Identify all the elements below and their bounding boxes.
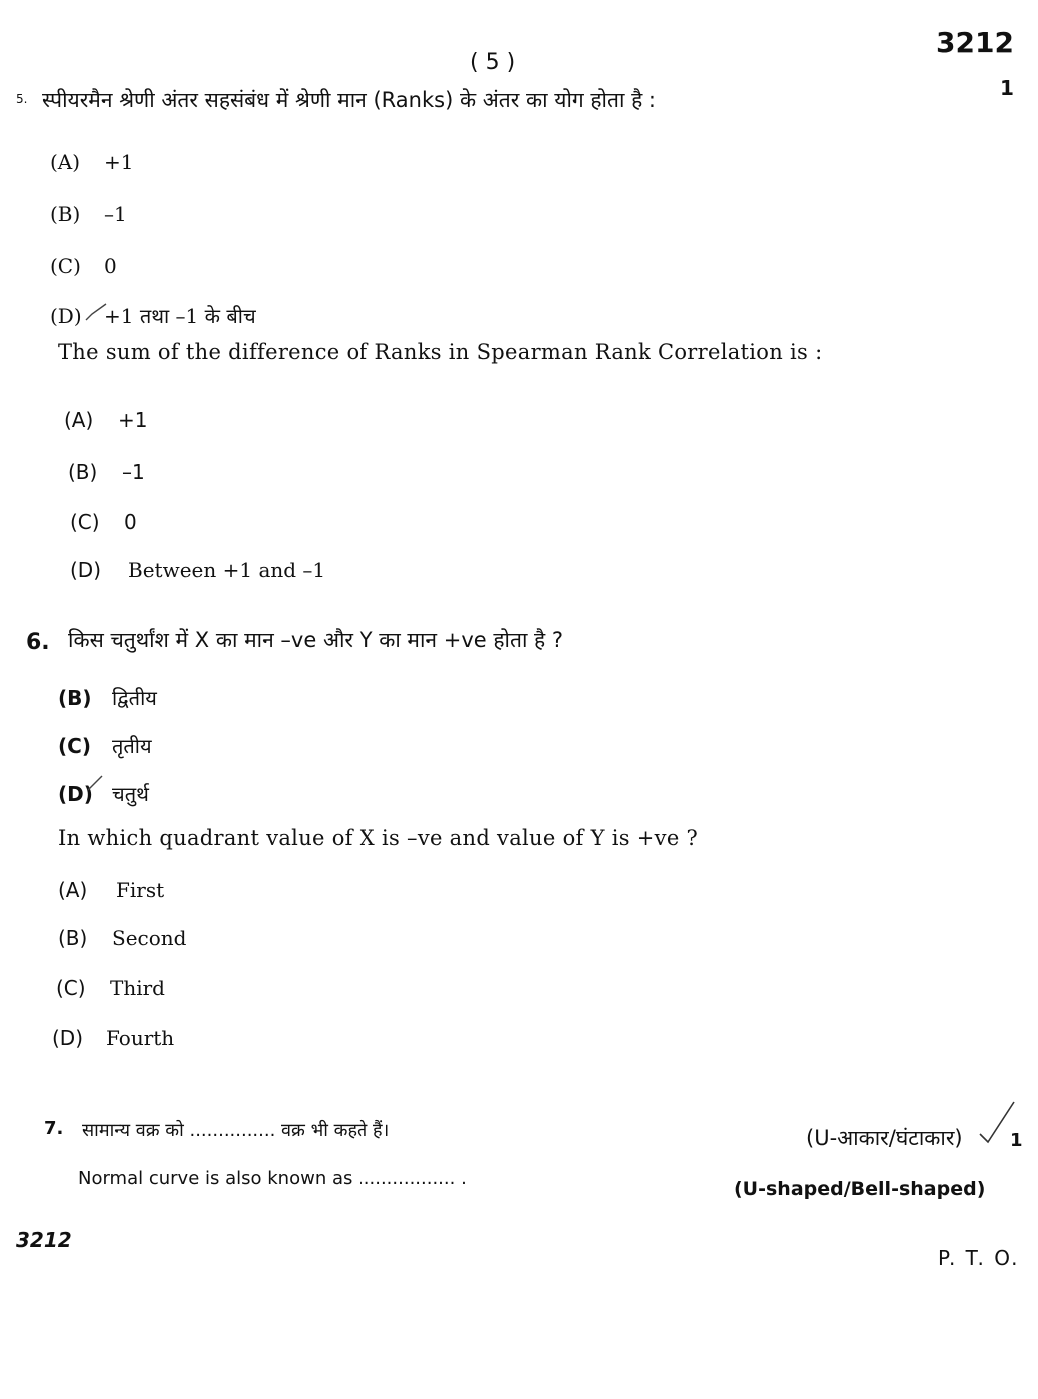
q7-hindi-text: सामान्य वक्र को ............... वक्र भी कहते हैं। <box>82 1120 390 1141</box>
q6-english-option-a: (A) First <box>58 878 165 902</box>
q6-number: 6. <box>26 630 50 655</box>
tick-mark-icon <box>978 1098 1018 1148</box>
paper-code-footer: 3212 <box>16 1228 72 1252</box>
q7-marks: 1 <box>1010 1130 1023 1151</box>
q5-english-option-b: (B) –1 <box>68 460 145 484</box>
q6-english-option-c: (C) Third <box>56 976 165 1000</box>
q5-english-option-c: (C) 0 <box>70 510 137 534</box>
q6-hindi-option-b: (B) द्वितीय <box>58 686 157 710</box>
q7-english-choices: (U-shaped/Bell-shaped) <box>734 1178 986 1200</box>
page-number: ( 5 ) <box>470 50 516 75</box>
q5-english-option-d: (D) Between +1 and –1 <box>70 558 326 582</box>
q5-hindi-option-d: (D) +1 तथा –1 के बीच <box>50 304 256 328</box>
q5-hindi-option-b: (B) –1 <box>50 202 127 226</box>
tick-mark-icon <box>84 300 110 324</box>
q7-number: 7. <box>44 1118 64 1139</box>
q5-english-option-a: (A) +1 <box>64 408 148 432</box>
q7-english-text: Normal curve is also known as ................. . <box>78 1168 467 1189</box>
q6-hindi-option-d: (D) चतुर्थ <box>58 782 149 806</box>
q5-hindi-option-c: (C) 0 <box>50 254 117 278</box>
q6-english-text: In which quadrant value of X is –ve and value of Y is +ve ? <box>58 826 699 850</box>
q6-english-option-d: (D) Fourth <box>52 1026 175 1050</box>
q6-english-option-b: (B) Second <box>58 926 187 950</box>
paper-code-header: 3212 <box>936 26 1014 59</box>
q5-hindi-option-a: (A) +1 <box>50 150 134 174</box>
tick-mark-icon <box>86 774 106 796</box>
q5-hindi-text: स्पीयरमैन श्रेणी अंतर सहसंबंध में श्रेणी मान (Ranks) के अंतर का योग होता है : <box>42 88 656 112</box>
q5-english-text: The sum of the difference of Ranks in Spearman Rank Correlation is : <box>58 340 823 364</box>
page-turn-over: P. T. O. <box>938 1246 1020 1270</box>
q7-hindi-choices: (U-आकार/घंटाकार) <box>806 1126 963 1150</box>
q5-marks: 1 <box>1000 76 1014 100</box>
q6-hindi-text: किस चतुर्थांश में X का मान –ve और Y का मान +ve होता है ? <box>68 628 564 652</box>
q6-hindi-option-c: (C) तृतीय <box>58 734 152 758</box>
q5-number: 5. <box>16 92 28 106</box>
